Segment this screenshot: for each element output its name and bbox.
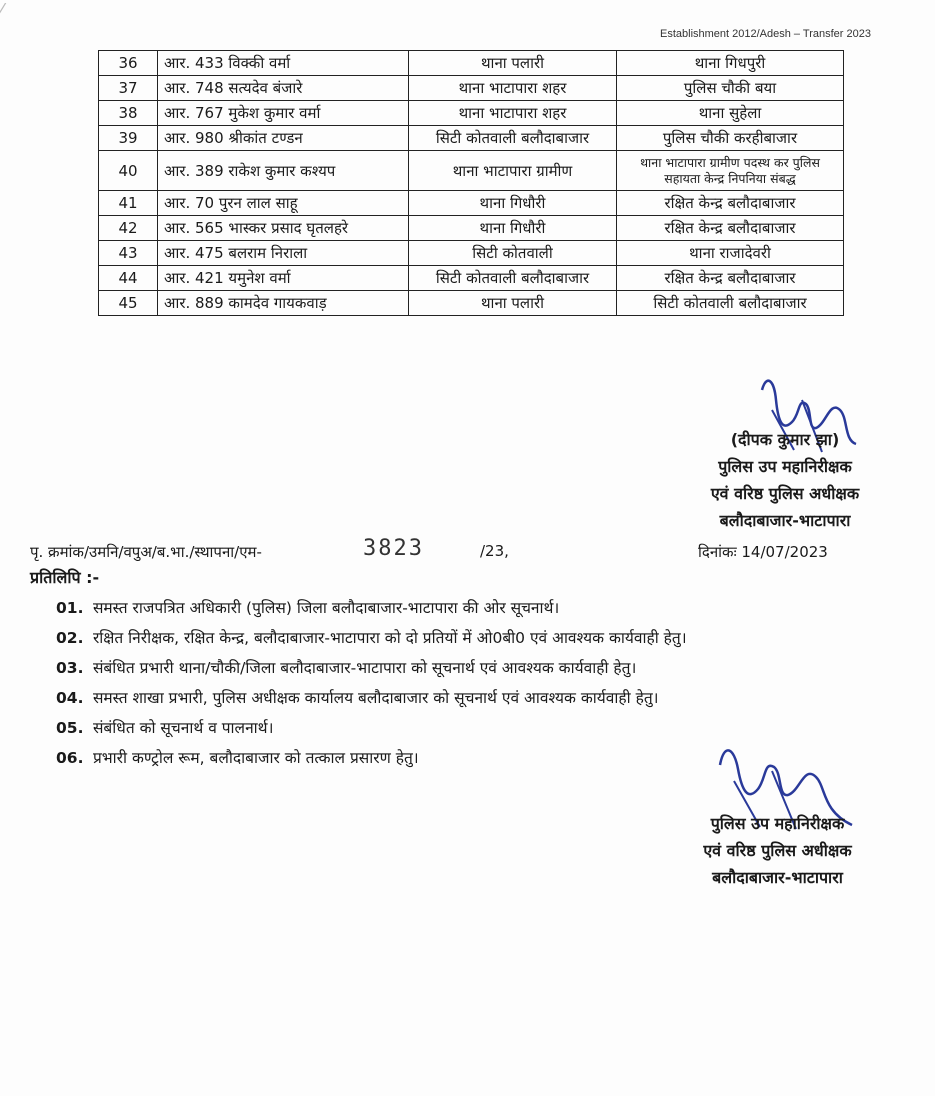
table-row: [99, 266, 844, 291]
to-cell: थाना राजादेवरी: [617, 241, 844, 266]
list-item-text: प्रभारी कण्ट्रोल रूम, बलौदाबाजार को तत्काल प्रसारण हेतु।: [92, 749, 419, 767]
transfer-table: [98, 50, 844, 316]
sno-cell: 36: [99, 51, 158, 76]
reference-suffix: /23,: [480, 542, 509, 560]
copy-heading: प्रतिलिपि :-: [30, 568, 100, 587]
signatory2-designation: पुलिस उप महानिरीक्षक: [710, 814, 845, 833]
from-cell: थाना भाटापारा शहर: [409, 101, 617, 126]
name-cell: आर. 767 मुकेश कुमार वर्मा: [158, 101, 409, 126]
list-item: [56, 653, 916, 683]
reference-line: [30, 536, 910, 566]
list-item-number: 04.: [56, 689, 84, 707]
from-cell: सिटी कोतवाली बलौदाबाजार: [409, 266, 617, 291]
signatory-designation-2: एवं वरिष्ठ पुलिस अधीक्षक: [710, 484, 860, 503]
list-item-number: 06.: [56, 749, 84, 767]
from-cell: थाना गिधौरी: [409, 216, 617, 241]
table-row: [99, 216, 844, 241]
list-item: [56, 593, 916, 623]
to-cell: रक्षित केन्द्र बलौदाबाजार: [617, 216, 844, 241]
to-cell: पुलिस चौकी करहीबाजार: [617, 126, 844, 151]
sno-cell: 41: [99, 191, 158, 216]
list-item-text: समस्त राजपत्रित अधिकारी (पुलिस) जिला बलौदाबाजार-भाटापारा की ओर सूचनार्थ।: [92, 599, 560, 617]
list-item-text: संबंधित प्रभारी थाना/चौकी/जिला बलौदाबाजार-भाटापारा को सूचनार्थ एवं आवश्यक कार्यवाही हेतु।: [92, 659, 637, 677]
table-row: [99, 241, 844, 266]
to-cell: पुलिस चौकी बया: [617, 76, 844, 101]
name-cell: आर. 433 विक्की वर्मा: [158, 51, 409, 76]
name-cell: आर. 748 सत्यदेव बंजारे: [158, 76, 409, 101]
list-item-number: 03.: [56, 659, 84, 677]
name-cell: आर. 889 कामदेव गायकवाड़: [158, 291, 409, 316]
from-cell: थाना भाटापारा शहर: [409, 76, 617, 101]
header-reference: Establishment 2012/Adesh – Transfer 2023: [660, 28, 871, 40]
signatory-block-2: [665, 810, 890, 891]
corner-mark: ⁄: [0, 0, 4, 21]
list-item-text: समस्त शाखा प्रभारी, पुलिस अधीक्षक कार्यालय बलौदाबाजार को सूचनार्थ एवं आवश्यक कार्यवाही हेतु।: [92, 689, 659, 707]
name-cell: आर. 980 श्रीकांत टण्डन: [158, 126, 409, 151]
sno-cell: 38: [99, 101, 158, 126]
sno-cell: 40: [99, 151, 158, 191]
list-item-number: 05.: [56, 719, 84, 737]
sno-cell: 45: [99, 291, 158, 316]
from-cell: सिटी कोतवाली बलौदाबाजार: [409, 126, 617, 151]
name-cell: आर. 421 यमुनेश वर्मा: [158, 266, 409, 291]
list-item-number: 02.: [56, 629, 84, 647]
to-cell: थाना भाटापारा ग्रामीण पदस्थ कर पुलिस सहायता केन्द्र निपनिया संबद्ध: [617, 151, 844, 191]
from-cell: सिटी कोतवाली: [409, 241, 617, 266]
list-item: [56, 623, 916, 653]
table-row: [99, 191, 844, 216]
from-cell: थाना पलारी: [409, 51, 617, 76]
from-cell: थाना पलारी: [409, 291, 617, 316]
table-row: [99, 126, 844, 151]
from-cell: थाना गिधौरी: [409, 191, 617, 216]
signatory-name: (दीपक कुमार झा): [730, 430, 840, 449]
list-item-text: रक्षित निरीक्षक, रक्षित केन्द्र, बलौदाबाजार-भाटापारा को दो प्रतियों में ओ0बी0 एवं आवश्यक कार्यवाही हेतु।: [92, 629, 687, 647]
sno-cell: 43: [99, 241, 158, 266]
signatory-place: बलौदाबाजार-भाटापारा: [719, 511, 851, 530]
to-cell: थाना सुहेला: [617, 101, 844, 126]
sno-cell: 39: [99, 126, 158, 151]
name-cell: आर. 565 भास्कर प्रसाद घृतलहरे: [158, 216, 409, 241]
table-row: [99, 151, 844, 191]
reference-date: दिनांकः 14/07/2023: [698, 543, 828, 561]
sno-cell: 44: [99, 266, 158, 291]
signatory2-designation-2: एवं वरिष्ठ पुलिस अधीक्षक: [703, 841, 852, 860]
to-cell: थाना गिधपुरी: [617, 51, 844, 76]
table-row: [99, 101, 844, 126]
list-item-text: संबंधित को सूचनार्थ व पालनार्थ।: [92, 719, 274, 737]
to-cell: रक्षित केन्द्र बलौदाबाजार: [617, 266, 844, 291]
sno-cell: 37: [99, 76, 158, 101]
signatory2-place: बलौदाबाजार-भाटापारा: [712, 868, 843, 887]
list-item: [56, 683, 916, 713]
reference-prefix: पृ. क्रमांक/उमनि/वपुअ/ब.भा./स्थापना/एम-: [30, 543, 262, 561]
from-cell: थाना भाटापारा ग्रामीण: [409, 151, 617, 191]
table-row: [99, 76, 844, 101]
table-row: [99, 291, 844, 316]
name-cell: आर. 389 राकेश कुमार कश्यप: [158, 151, 409, 191]
list-item-number: 01.: [56, 599, 84, 617]
reference-number: 3823: [363, 536, 424, 561]
table-row: [99, 51, 844, 76]
name-cell: आर. 475 बलराम निराला: [158, 241, 409, 266]
signatory-designation: पुलिस उप महानिरीक्षक: [718, 457, 852, 476]
to-cell: रक्षित केन्द्र बलौदाबाजार: [617, 191, 844, 216]
signatory-block-1: [680, 426, 890, 534]
name-cell: आर. 70 पुरन लाल साहू: [158, 191, 409, 216]
to-cell: सिटी कोतवाली बलौदाबाजार: [617, 291, 844, 316]
sno-cell: 42: [99, 216, 158, 241]
